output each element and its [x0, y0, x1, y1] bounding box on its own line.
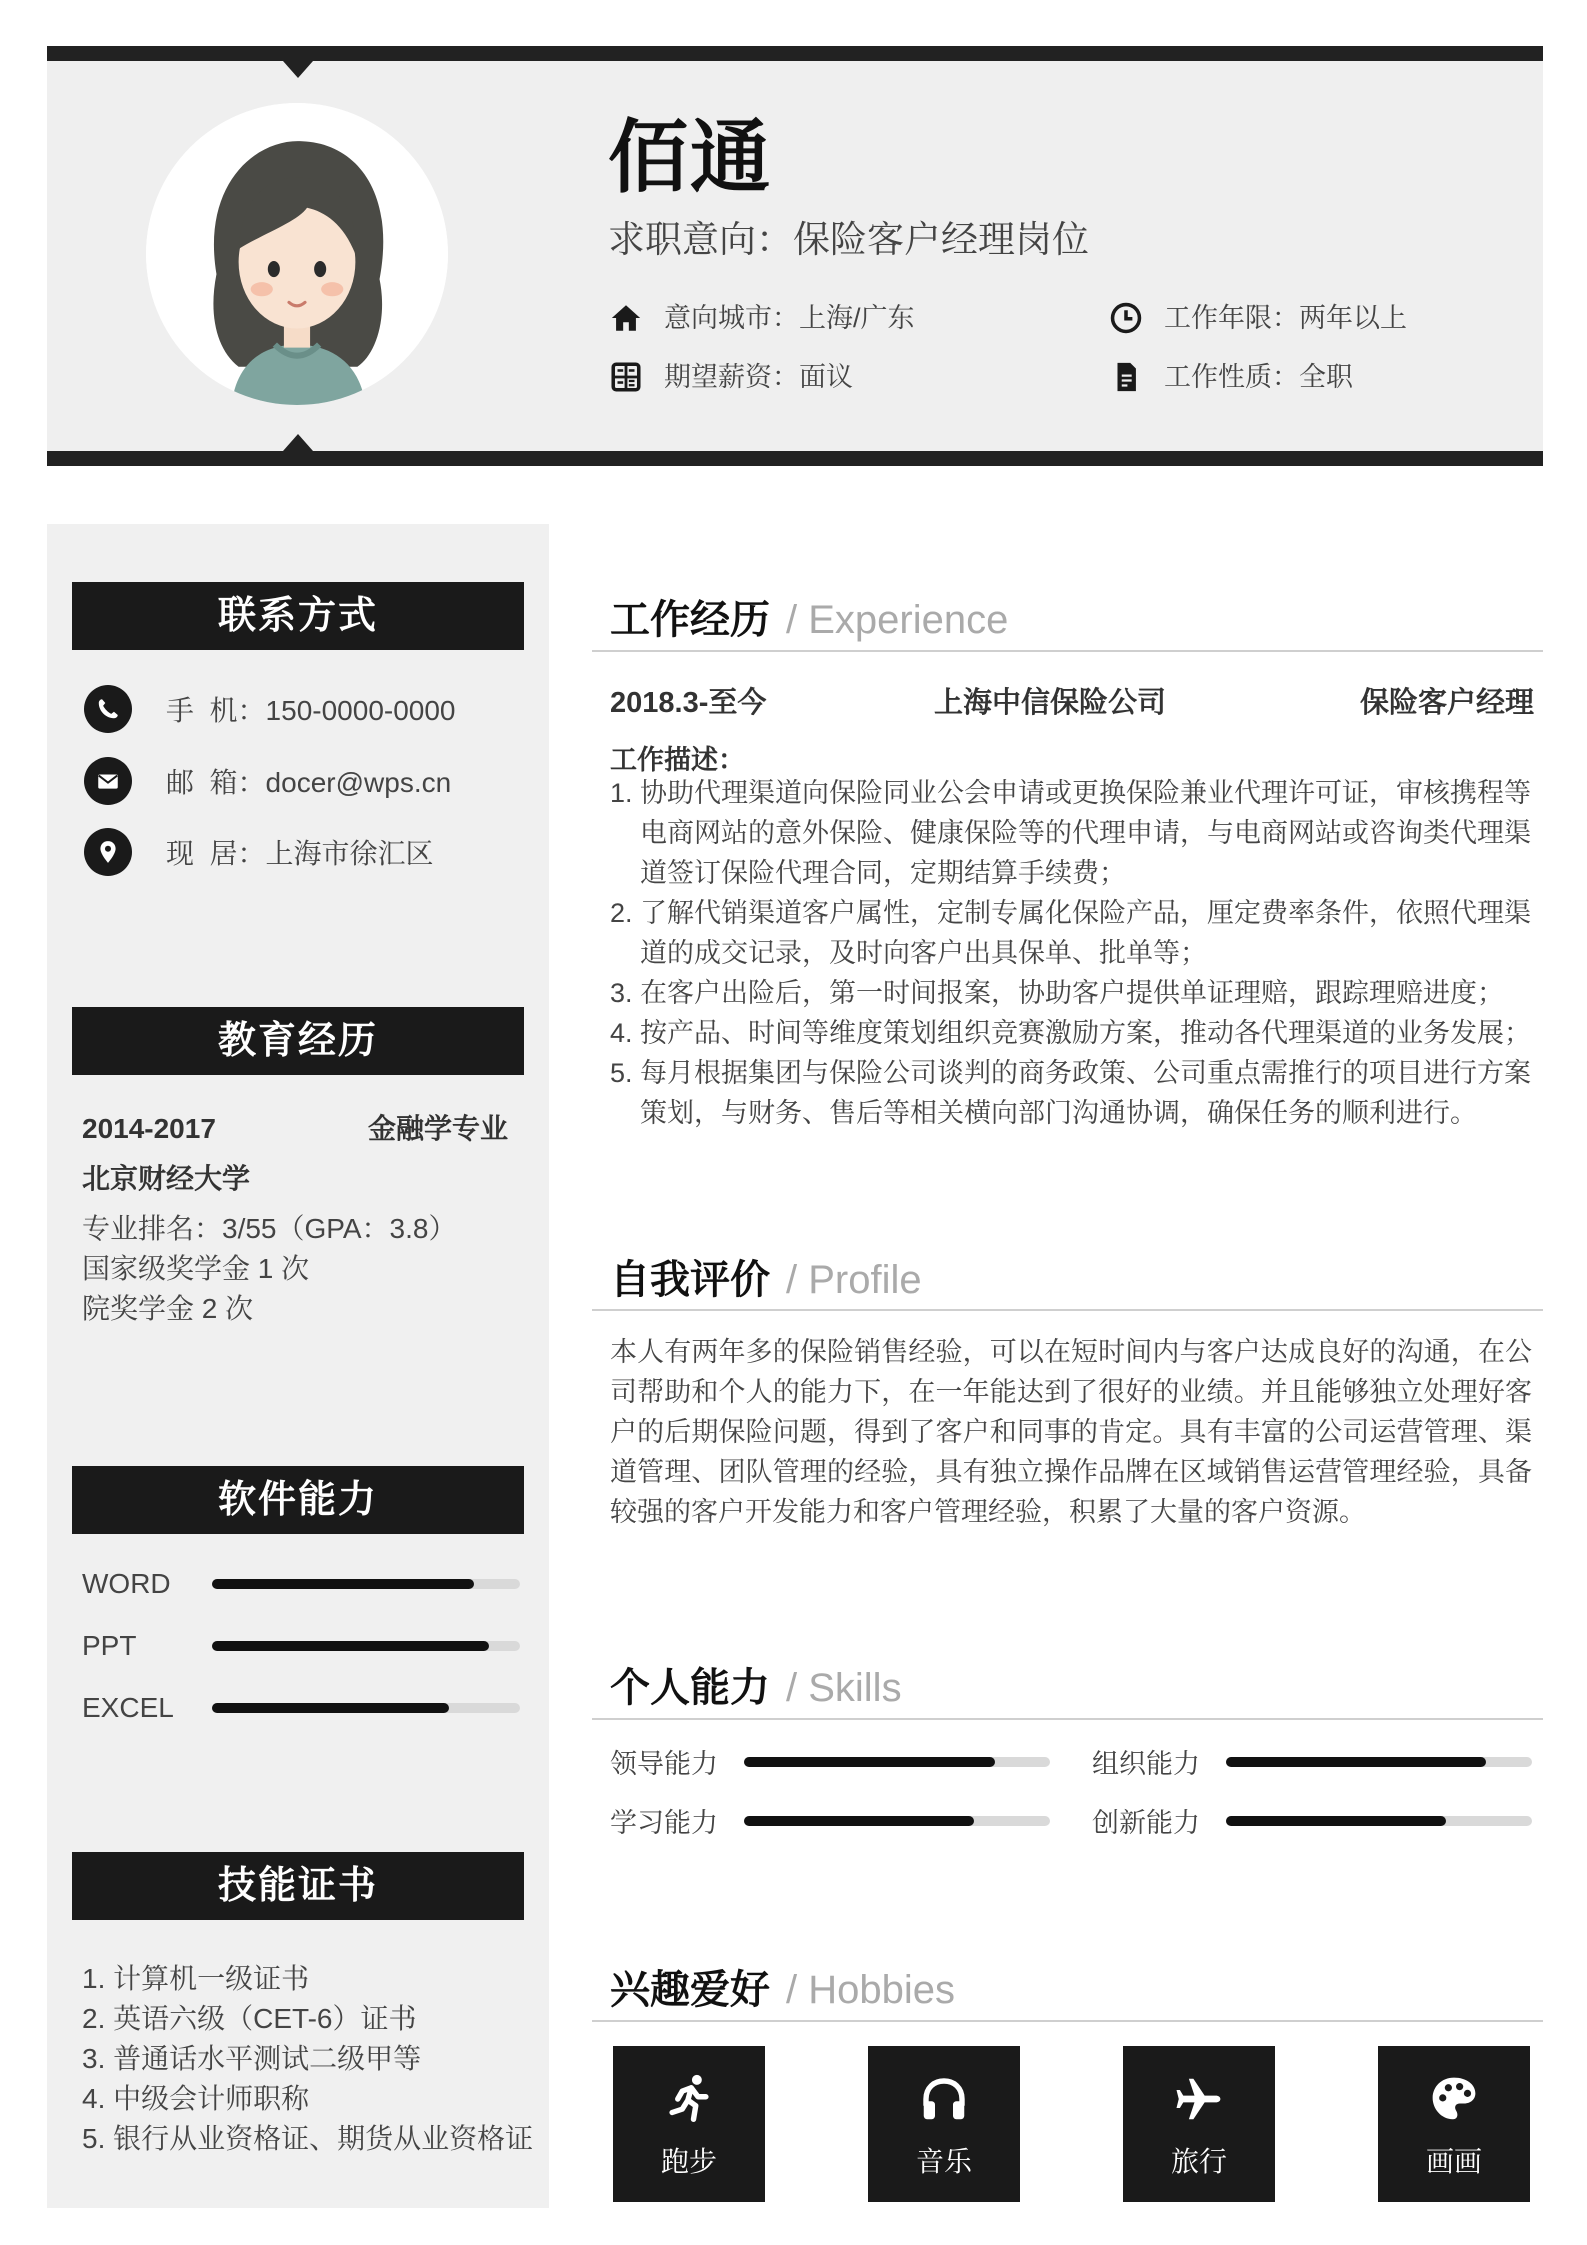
skill-bar-track	[1226, 1816, 1532, 1826]
palette-icon	[1427, 2072, 1481, 2126]
skill-row	[1092, 1742, 1532, 1781]
experience-desc-item: 3. 在客户出险后，第一时间报案，协助客户提供单证理赔，跟踪理赔进度；	[610, 978, 1505, 1008]
experience-desc-item: 4. 按产品、时间等维度策划组织竞赛激励方案，推动各代理渠道的业务发展；	[610, 1018, 1532, 1048]
info-city-text: 意向城市：上海/广东	[664, 302, 915, 333]
skill-label: 组织能力	[1092, 1749, 1200, 1779]
hobby-travel	[1123, 2046, 1275, 2202]
calculator-icon	[608, 359, 644, 395]
profile-subtitle: / Profile	[786, 1258, 922, 1302]
hobby-label: 音乐	[915, 2146, 972, 2177]
hobby-painting	[1378, 2046, 1530, 2202]
software-title: 软件能力	[72, 1466, 524, 1534]
avatar	[146, 103, 448, 405]
cert-item: 3. 普通话水平测试二级甲等	[82, 2043, 422, 2074]
header-bottom-bar	[47, 451, 1543, 466]
info-nature-text: 工作性质：全职	[1164, 361, 1353, 392]
mail-icon	[84, 757, 132, 805]
skill-row	[610, 1801, 1050, 1840]
edu-years: 2014-2017	[82, 1113, 216, 1144]
airplane-icon	[1172, 2072, 1226, 2126]
experience-heading	[610, 588, 1008, 645]
skill-bar-fill	[1226, 1757, 1486, 1767]
hobby-label: 画画	[1425, 2146, 1482, 2177]
skill-bar-track	[1226, 1757, 1532, 1767]
software-bar-track	[212, 1579, 520, 1589]
edu-award-national: 国家级奖学金 1 次	[82, 1253, 310, 1284]
education-title: 教育经历	[72, 1007, 524, 1075]
contact-phone	[84, 685, 456, 733]
header-top-bar	[47, 46, 1543, 61]
hobbies-subtitle: / Hobbies	[786, 1968, 955, 2012]
hobby-running	[613, 2046, 765, 2202]
hobby-music	[868, 2046, 1020, 2202]
cert-item: 2. 英语六级（CET-6）证书	[82, 2003, 417, 2034]
cert-item: 1. 计算机一级证书	[82, 1963, 310, 1994]
phone-icon	[84, 685, 132, 733]
software-row-ppt	[82, 1630, 520, 1662]
profile-text: 本人有两年多的保险销售经验，可以在短时间内与客户达成良好的沟通，在公司帮助和个人的能力下，在一年能达到了很好的业绩。并且能够独立处理好客户的后期保险问题，得到了客户和同事的肯定。具有丰富的公司运营管理、渠道管理、团队管理的经验，具有独立操作品牌在区域销售运营管理经验，具备较强的客户开发能力和客户管理经验，积累了大量的客户资源。	[610, 1337, 1532, 1527]
skill-bar-track	[744, 1816, 1050, 1826]
contact-email	[84, 757, 451, 805]
skills-title: 个人能力	[610, 1666, 770, 1710]
location-pin-icon	[84, 828, 132, 876]
software-bar-fill	[212, 1641, 489, 1651]
cert-item: 4. 中级会计师职称	[82, 2083, 310, 2114]
software-row-word	[82, 1568, 520, 1600]
contact-address	[84, 828, 434, 876]
experience-title: 工作经历	[610, 598, 770, 642]
hobby-label: 跑步	[660, 2146, 717, 2177]
profile-title: 自我评价	[610, 1258, 770, 1302]
document-icon	[1108, 359, 1144, 395]
experience-position: 保险客户经理	[1360, 687, 1535, 719]
skills-subtitle: / Skills	[786, 1666, 902, 1710]
software-bar-track	[212, 1641, 520, 1651]
experience-subtitle: / Experience	[786, 598, 1009, 642]
skill-label: 领导能力	[610, 1749, 718, 1779]
avatar-illustration	[146, 103, 448, 405]
running-icon	[662, 2072, 716, 2126]
profile-heading	[610, 1248, 922, 1305]
edu-major: 金融学专业	[368, 1113, 509, 1144]
experience-period: 2018.3-至今	[610, 687, 767, 719]
contact-title: 联系方式	[72, 582, 524, 650]
software-bar-fill	[212, 1579, 474, 1589]
contact-address-text: 现 居：上海市徐汇区	[166, 838, 434, 869]
hobbies-title: 兴趣爱好	[610, 1968, 770, 2012]
software-label: EXCEL	[82, 1692, 174, 1723]
info-city	[608, 300, 915, 336]
software-bar-track	[212, 1703, 520, 1713]
experience-desc-title: 工作描述：	[610, 745, 745, 775]
experience-desc-item: 1. 协助代理渠道向保险同业公会申请或更换保险兼业代理许可证，审核携程等电商网站的意外保险、健康保险等的代理申请，与电商网站或咨询类代理渠道签订保险代理合同，定期结算手续费；	[610, 778, 1532, 888]
edu-award-college: 院奖学金 2 次	[82, 1293, 254, 1324]
skill-row	[610, 1742, 1050, 1781]
header-notch-bottom	[283, 434, 313, 451]
header-notch-top	[283, 61, 313, 78]
info-salary	[608, 359, 853, 395]
info-years-text: 工作年限：两年以上	[1164, 302, 1407, 333]
software-bar-fill	[212, 1703, 449, 1713]
contact-email-text: 邮 箱：docer@wps.cn	[166, 767, 452, 798]
skill-row	[1092, 1801, 1532, 1840]
skill-label: 学习能力	[610, 1808, 718, 1838]
edu-school: 北京财经大学	[82, 1163, 251, 1194]
skill-label: 创新能力	[1092, 1808, 1200, 1838]
skill-bar-track	[744, 1757, 1050, 1767]
job-intent: 求职意向：保险客户经理岗位	[608, 219, 1089, 260]
profile-divider	[592, 1309, 1543, 1311]
info-nature	[1108, 359, 1353, 395]
hobby-label: 旅行	[1170, 2146, 1227, 2177]
candidate-name: 佰通	[608, 113, 772, 202]
experience-company: 上海中信保险公司	[934, 687, 1167, 719]
skills-heading	[610, 1656, 902, 1713]
experience-desc-item: 2. 了解代销渠道客户属性，定制专属化保险产品，厘定费率条件，依照代理渠道的成交记录，及时向客户出具保单、批单等；	[610, 898, 1532, 968]
experience-desc-list	[610, 773, 1532, 1133]
info-years	[1108, 300, 1407, 336]
contact-phone-text: 手 机：150-0000-0000	[166, 695, 456, 726]
hobbies-divider	[592, 2020, 1543, 2022]
skill-bar-fill	[744, 1816, 974, 1826]
software-label: WORD	[82, 1568, 171, 1599]
home-icon	[608, 300, 644, 336]
experience-desc-item: 5. 每月根据集团与保险公司谈判的商务政策、公司重点需推行的项目进行方案策划，与财务、售后等相关横向部门沟通协调，确保任务的顺利进行。	[610, 1058, 1532, 1128]
skill-bar-fill	[1226, 1816, 1446, 1826]
skills-divider	[592, 1718, 1543, 1720]
edu-rank: 专业排名：3/55（GPA：3.8）	[82, 1213, 457, 1244]
software-row-excel	[82, 1692, 520, 1724]
skill-bar-fill	[744, 1757, 995, 1767]
cert-title: 技能证书	[72, 1852, 524, 1920]
hobbies-heading	[610, 1958, 955, 2015]
clock-icon	[1108, 300, 1144, 336]
cert-item: 5. 银行从业资格证、期货从业资格证	[82, 2123, 534, 2154]
software-label: PPT	[82, 1630, 137, 1661]
info-salary-text: 期望薪资：面议	[664, 361, 853, 392]
headphones-icon	[917, 2072, 971, 2126]
experience-divider	[592, 650, 1543, 652]
